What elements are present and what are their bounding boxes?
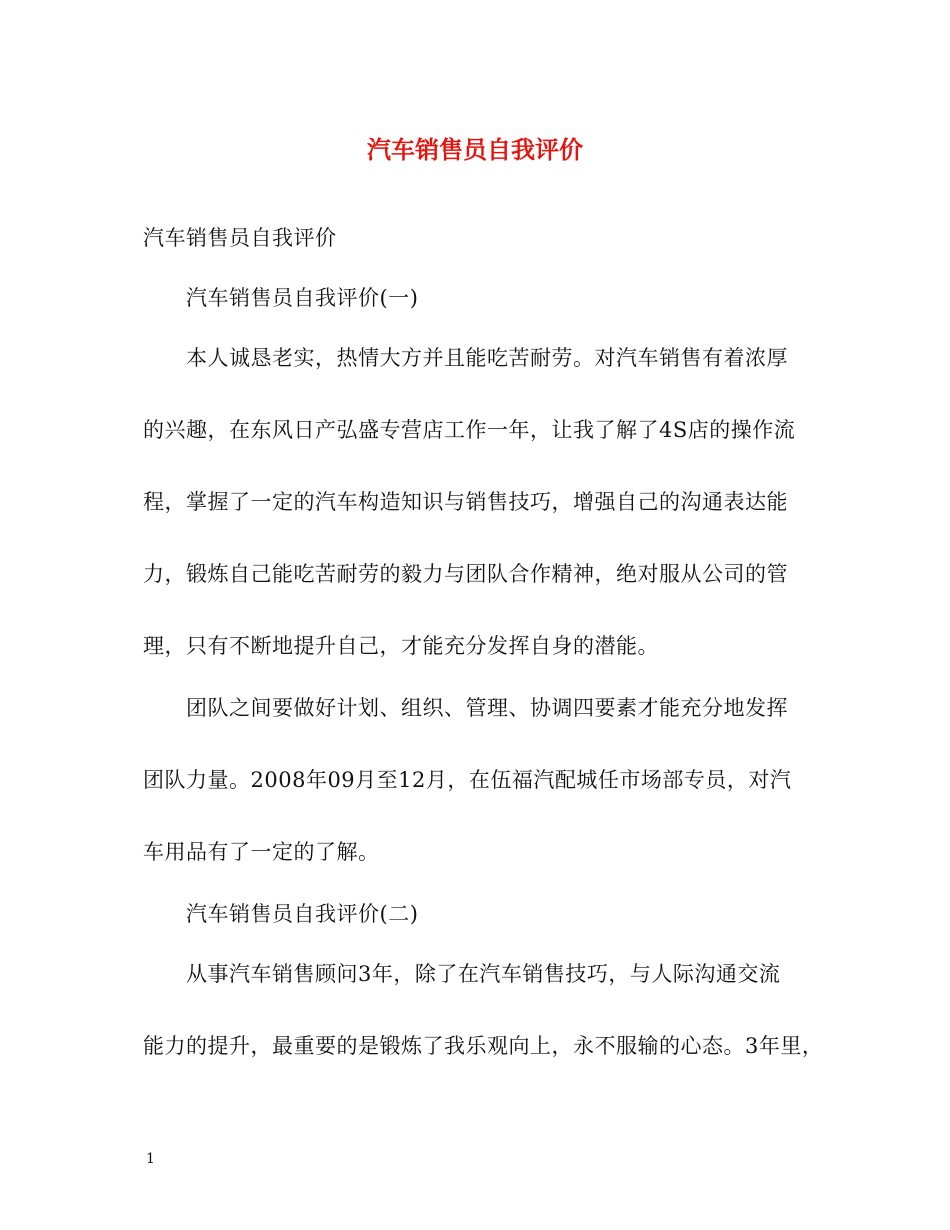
section-title-1: 汽车销售员自我评价(一): [186, 286, 419, 310]
paragraph-2-line-1: 团队之间要做好计划、组织、管理、协调四要素才能充分地发挥: [186, 696, 788, 720]
paragraph-1-line-2: 的兴趣，在东风日产弘盛专营店工作一年，让我了解了4S店的操作流: [143, 418, 796, 442]
page-number: 1: [146, 1151, 155, 1167]
paragraph-1-line-5: 理，只有不断地提升自己，才能充分发挥自身的潜能。: [143, 634, 659, 658]
paragraph-1-line-1: 本人诚恳老实，热情大方并且能吃苦耐劳。对汽车销售有着浓厚: [186, 346, 788, 370]
paragraph-2-line-3: 车用品有了一定的了解。: [143, 840, 380, 864]
document-title: 汽车销售员自我评价: [367, 135, 583, 164]
paragraph-2-line-2: 团队力量。2008年09月至12月，在伍福汽配城任市场部专员，对汽: [143, 768, 792, 792]
heading: 汽车销售员自我评价: [143, 226, 337, 250]
paragraph-1-line-3: 程，掌握了一定的汽车构造知识与销售技巧，增强自己的沟通表达能: [143, 490, 788, 514]
paragraph-3-line-2: 能力的提升，最重要的是锻炼了我乐观向上，永不服输的心态。3年里，: [143, 1034, 824, 1058]
section-title-2: 汽车销售员自我评价(二): [186, 902, 419, 926]
paragraph-3-line-1: 从事汽车销售顾问3年，除了在汽车销售技巧，与人际沟通交流: [186, 962, 781, 986]
paragraph-1-line-4: 力，锻炼自己能吃苦耐劳的毅力与团队合作精神，绝对服从公司的管: [143, 562, 788, 586]
